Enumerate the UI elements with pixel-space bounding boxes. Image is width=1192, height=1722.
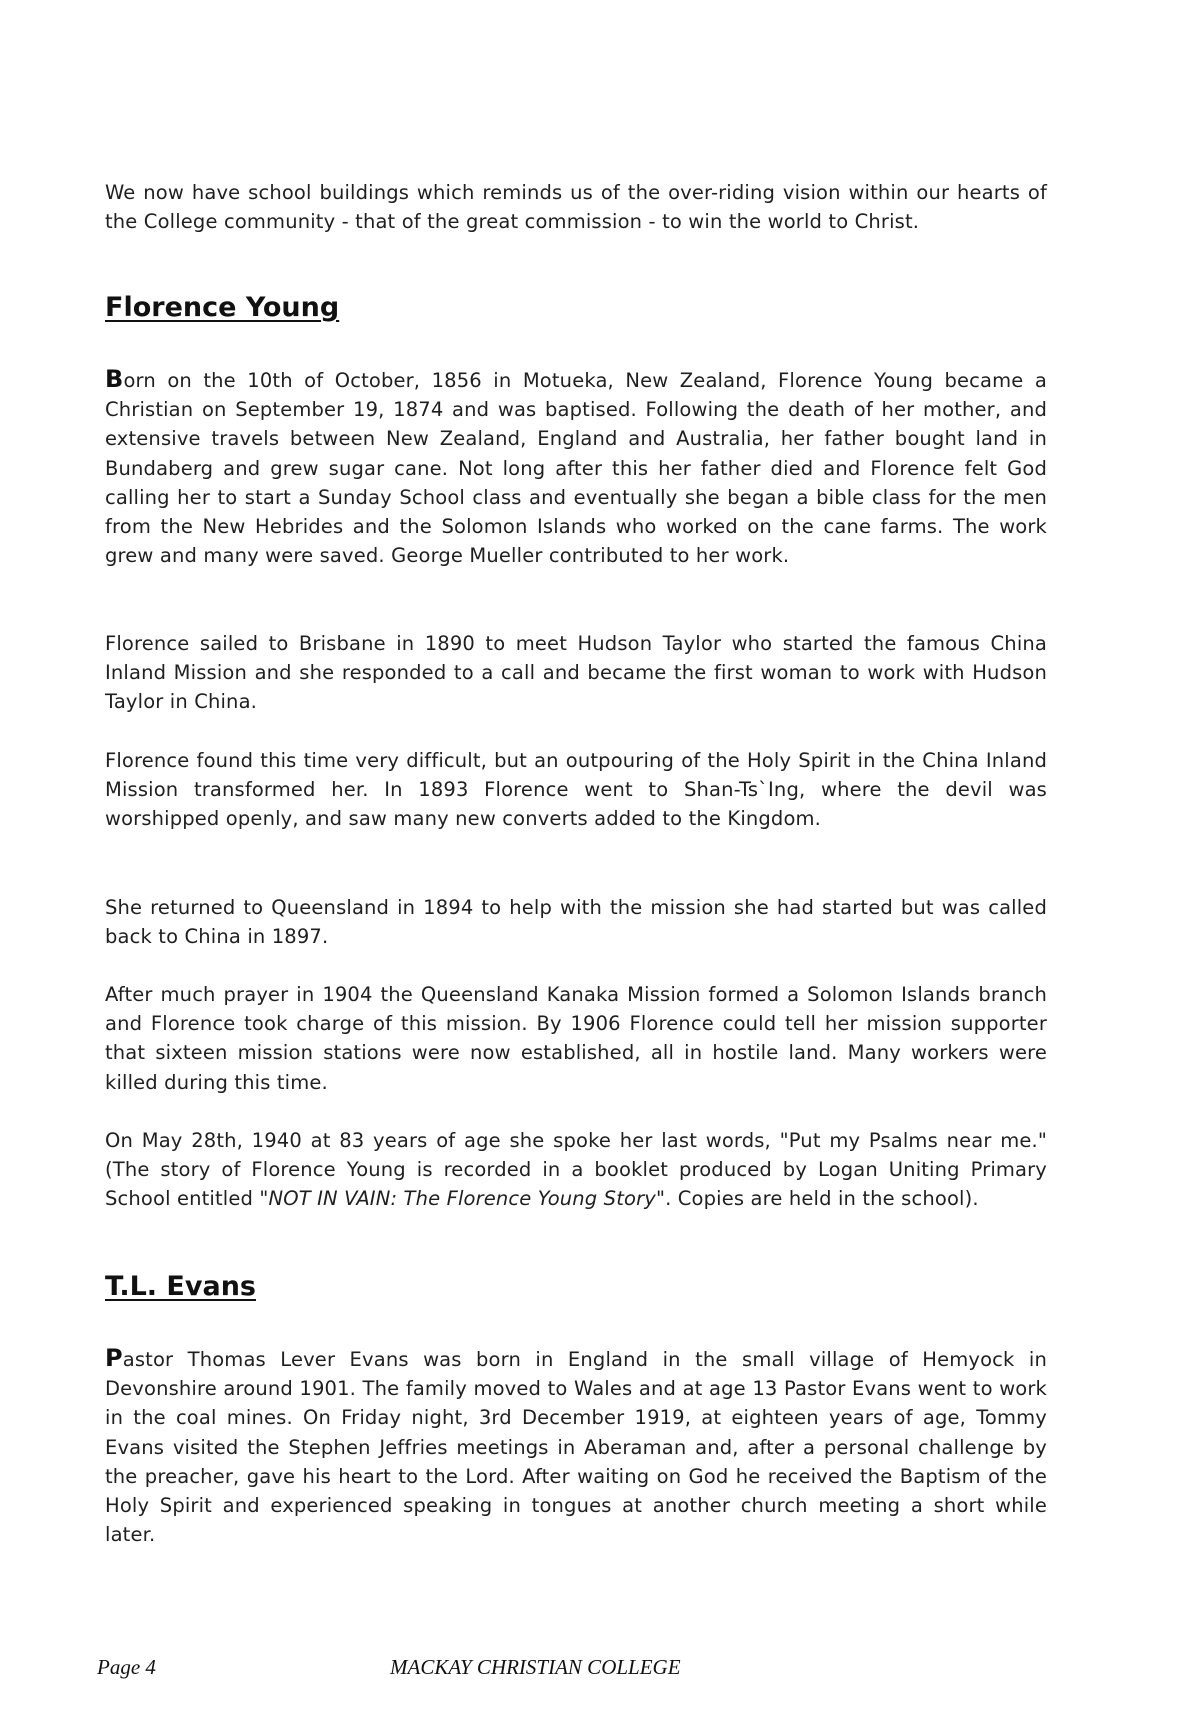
drop-cap-initial: P (105, 1344, 123, 1372)
florence-paragraph-1 (105, 365, 1047, 570)
florence-paragraph-5: After much prayer in 1904 the Queensland Kanaka Mission formed a Solomon Islands branch and Florence took charge of this mission. By 1906 Florence could tell her mission supporter that sixteen mission stations were now established, all in hostile land. Many workers were killed during this time. (105, 983, 1047, 1094)
florence-paragraph-4: She returned to Queensland in 1894 to help with the mission she had started but was called back to China in 1897. (105, 896, 1047, 949)
booklet-title-caps: NOT IN VAIN (268, 1187, 391, 1211)
florence-paragraph-3: Florence found this time very difficult, but an outpouring of the Holy Spirit in the China Inland Mission transformed her. In 1893 Florence went to Shan-Ts`Ing, where the devil was worshipped openly, and saw many new converts added to the Kingdom. (105, 749, 1047, 831)
florence-paragraph-6-start: On May 28th, 1940 at 83 years of age she spoke her last words, "Put my Psalms near me." (The story of Florence Young is recorded in a booklet produced by Logan Uniting Primary School entitled " (105, 1129, 1047, 1211)
florence-paragraph-2: Florence sailed to Brisbane in 1890 to meet Hudson Taylor who started the famous China Inland Mission and she responded to a call and became the first woman to work with Hudson Taylor in China. (105, 632, 1047, 714)
booklet-title (269, 1187, 656, 1210)
footer-college-name: MACKAY CHRISTIAN COLLEGE (390, 1655, 681, 1679)
florence-paragraph-1-text: orn on the 10th of October, 1856 in Motueka, New Zealand, Florence Young became a Christian on September 19, 1874 and was baptised. Following the death of her mother, and extensive travels between New Zealand, England and Australia, her father bought land in Bundaberg and grew sugar cane. Not long after this her father died and Florence felt God calling her to start a Sunday School class and eventually she began a bible class for the men from the New Hebrides and the Solomon Islands who worked on the cane farms. The work grew and many were saved. George Mueller contributed to her work. (105, 369, 1047, 568)
florence-paragraph-6 (105, 1126, 1047, 1214)
drop-cap-initial: B (105, 365, 124, 393)
intro-paragraph: We now have school buildings which reminds us of the over-riding vision within our hearts of the College community - that of the great commission - to win the world to Christ. (105, 181, 1047, 234)
florence-paragraph-6-end: ". Copies are held in the school). (655, 1187, 979, 1211)
evans-paragraph-1 (105, 1344, 1047, 1549)
evans-paragraph-1-text: astor Thomas Lever Evans was born in England in the small village of Hemyock in Devonshire around 1901. The family moved to Wales and at age 13 Pastor Evans went to work in the coal mines. On Friday night, 3rd December 1919, at eighteen years of age, Tommy Evans visited the Stephen Jeffries meetings in Aberaman and, after a personal challenge by the preacher, gave his heart to the Lord. After waiting on God he received the Baptism of the Holy Spirit and experienced speaking in tongues at another church meeting a short while later. (105, 1348, 1047, 1547)
section-heading-tl-evans: T.L. Evans (105, 1271, 256, 1302)
page-number: Page 4 (97, 1655, 156, 1679)
section-heading-florence-young: Florence Young (105, 292, 340, 323)
booklet-title-rest: : The Florence Young Story (390, 1187, 656, 1211)
